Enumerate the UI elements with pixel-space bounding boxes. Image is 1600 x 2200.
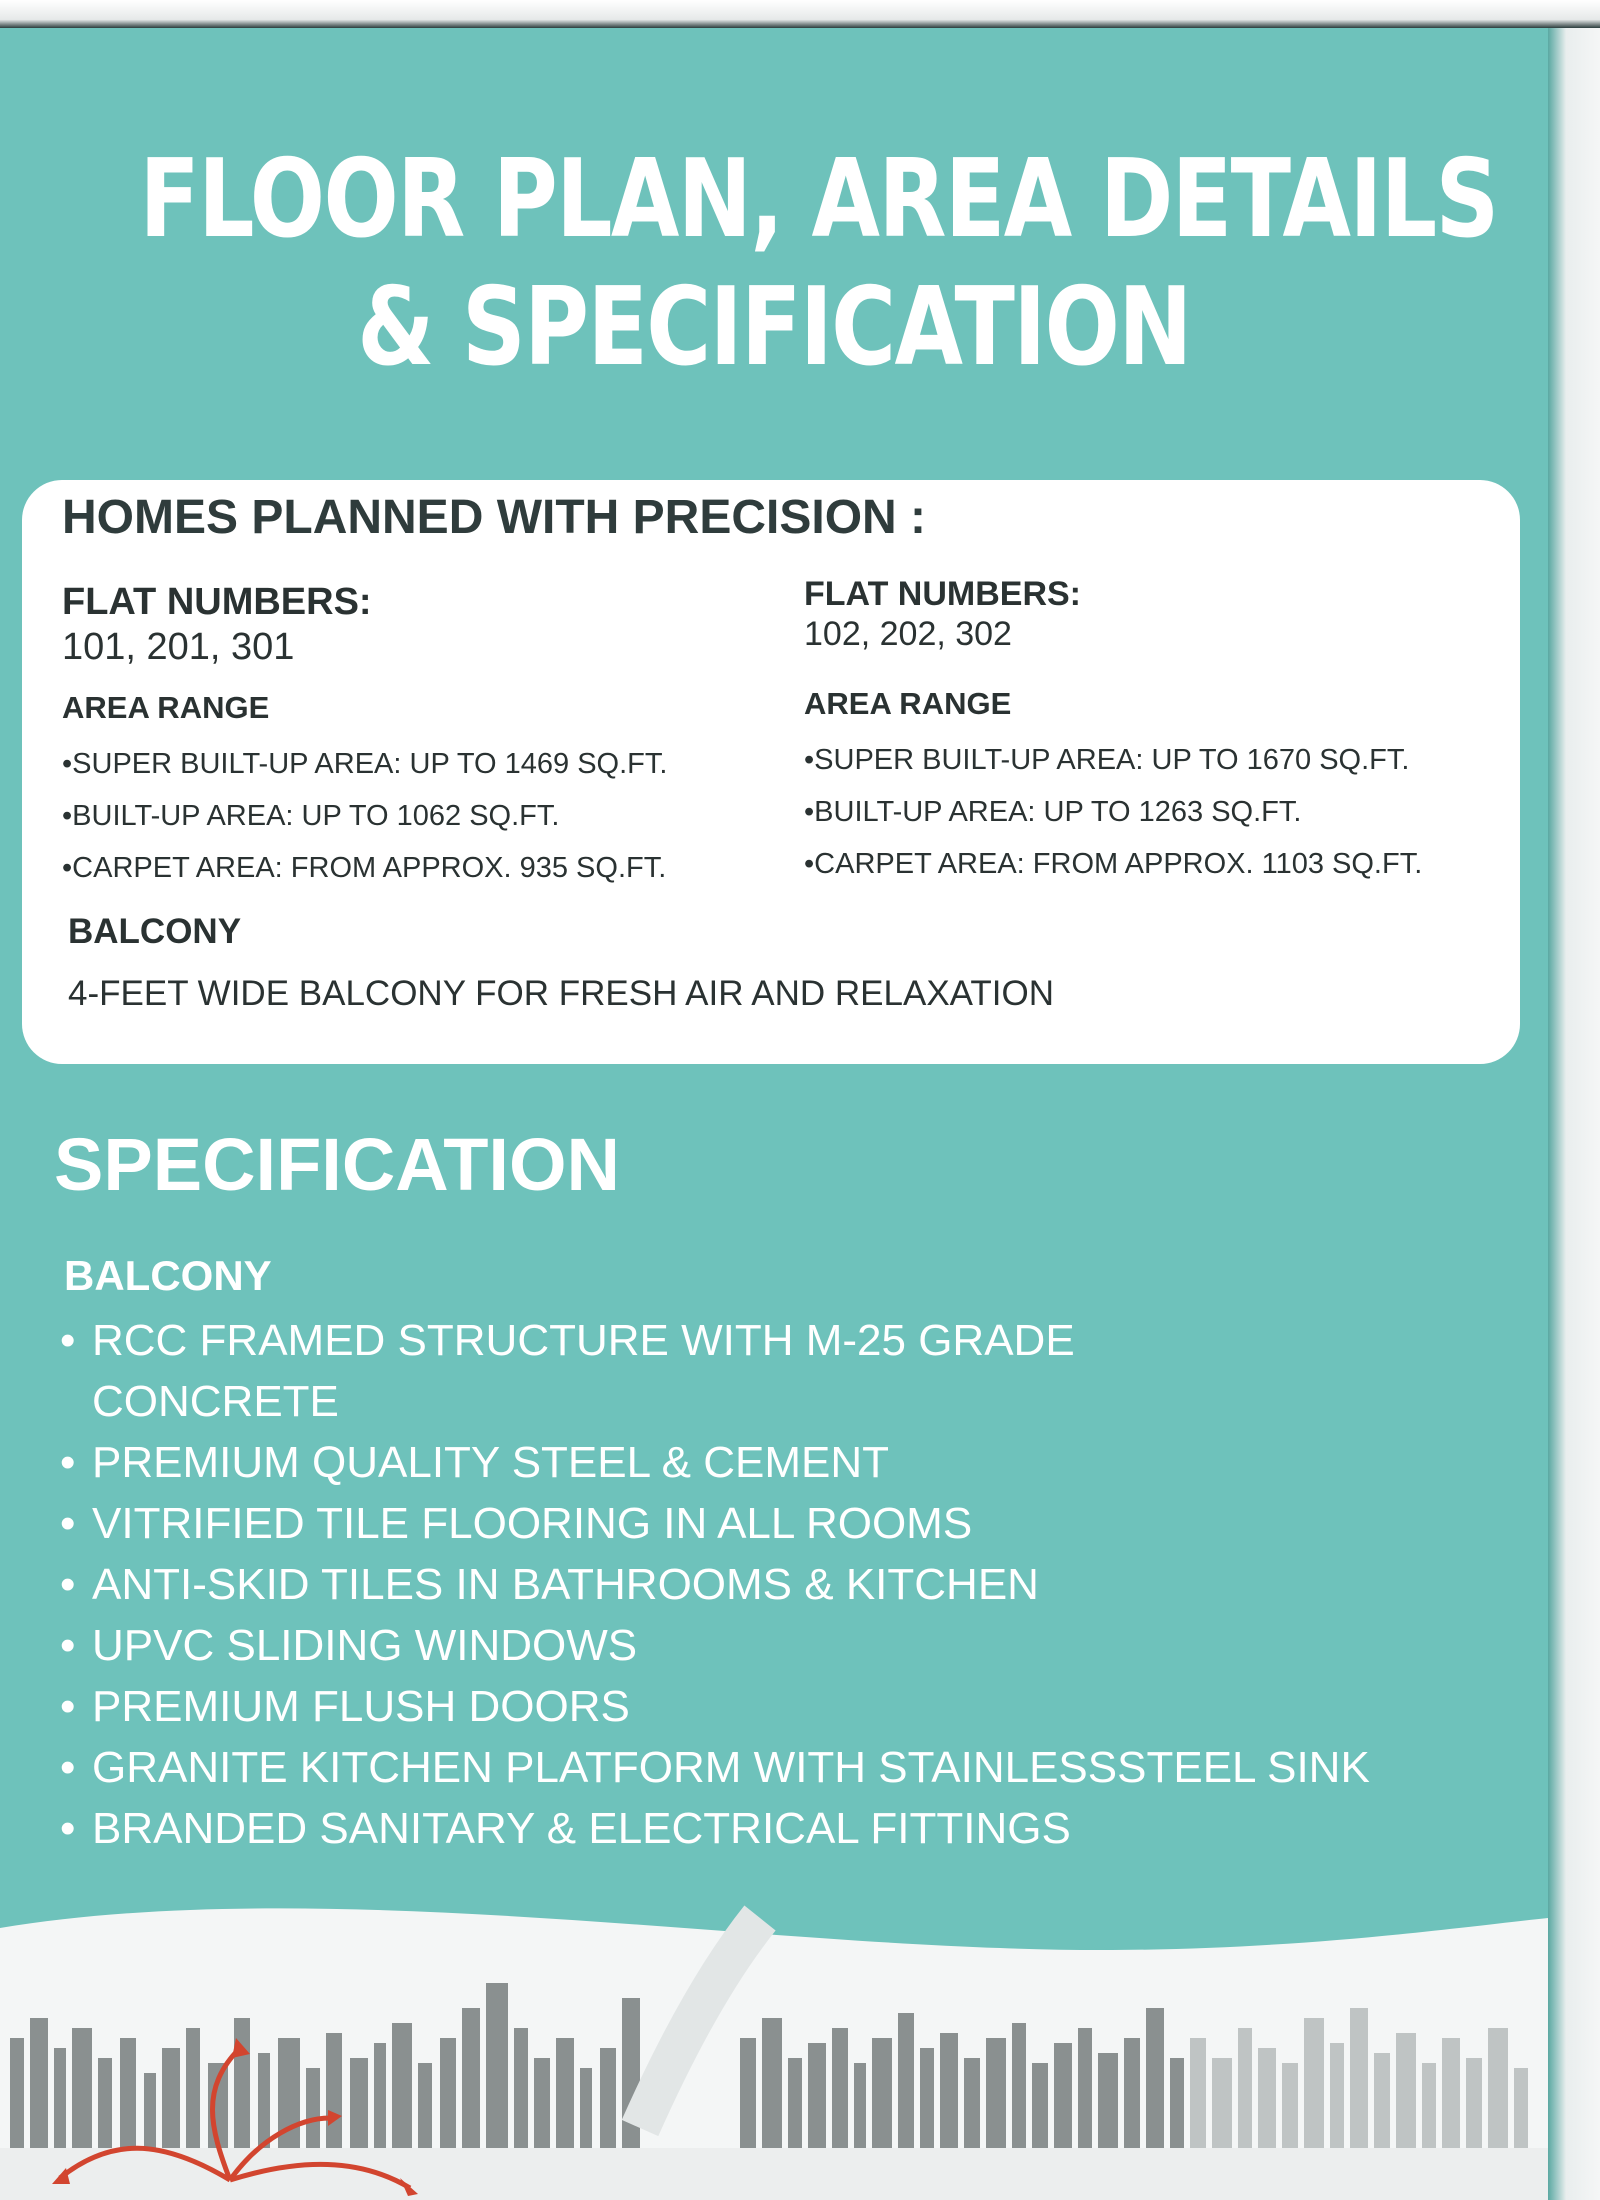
page-title <box>139 136 1498 392</box>
area-item-built-up: •BUILT-UP AREA: UP TO 1062 SQ.FT. <box>62 800 560 832</box>
flat-numbers-label: FLAT NUMBERS: <box>62 581 372 623</box>
scan-top-edge <box>0 0 1600 28</box>
spec-item: • RCC FRAMED STRUCTURE WITH M-25 GRADE CONCRETE <box>60 1310 1242 1432</box>
specification-list <box>60 1310 1530 1859</box>
area-item-super-built-up: •SUPER BUILT-UP AREA: UP TO 1670 SQ.FT. <box>804 744 1410 776</box>
flat-numbers-values: 102, 202, 302 <box>804 615 1012 653</box>
page-title-line-1: FLOOR PLAN, AREA DETAILS <box>139 137 1498 262</box>
area-item-carpet: •CARPET AREA: FROM APPROX. 935 SQ.FT. <box>62 852 667 884</box>
balcony-label: BALCONY <box>68 912 242 951</box>
city-skyline-illustration <box>0 1888 1548 2200</box>
balcony-description: 4-FEET WIDE BALCONY FOR FRESH AIR AND RELAXATION <box>68 974 1055 1013</box>
area-details-card <box>22 480 1520 1064</box>
page-edge-shadow <box>1548 28 1600 2200</box>
area-item-super-built-up: •SUPER BUILT-UP AREA: UP TO 1469 SQ.FT. <box>62 748 668 780</box>
specification-title: SPECIFICATION <box>54 1123 620 1206</box>
flat-group-right <box>804 574 1524 890</box>
area-item-carpet: •CARPET AREA: FROM APPROX. 1103 SQ.FT. <box>804 848 1423 880</box>
area-item-built-up: •BUILT-UP AREA: UP TO 1263 SQ.FT. <box>804 796 1302 828</box>
flat-group-left <box>62 580 782 894</box>
spec-item: • PREMIUM QUALITY STEEL & CEMENT <box>60 1432 1530 1493</box>
spec-item: • GRANITE KITCHEN PLATFORM WITH STAINLESSSTEEL SINK <box>60 1737 1530 1798</box>
area-range-label: AREA RANGE <box>62 690 270 725</box>
flat-numbers-values: 101, 201, 301 <box>62 626 295 668</box>
spec-item: • ANTI-SKID TILES IN BATHROOMS & KITCHEN <box>60 1554 1530 1615</box>
specification-subtitle: BALCONY <box>64 1252 272 1299</box>
area-range-list <box>62 738 782 894</box>
spec-item: • VITRIFIED TILE FLOORING IN ALL ROOMS <box>60 1493 1530 1554</box>
flat-numbers-label: FLAT NUMBERS: <box>804 575 1081 613</box>
area-range-label: AREA RANGE <box>804 686 1012 721</box>
card-title: HOMES PLANNED WITH PRECISION : <box>62 491 927 544</box>
area-range-list <box>804 734 1524 890</box>
spec-item: • UPVC SLIDING WINDOWS <box>60 1615 1530 1676</box>
page-title-line-2: & SPECIFICATION <box>357 265 1191 390</box>
spec-item: • PREMIUM FLUSH DOORS <box>60 1676 1530 1737</box>
brochure-page <box>0 28 1548 2200</box>
spec-item: • BRANDED SANITARY & ELECTRICAL FITTINGS <box>60 1798 1530 1859</box>
